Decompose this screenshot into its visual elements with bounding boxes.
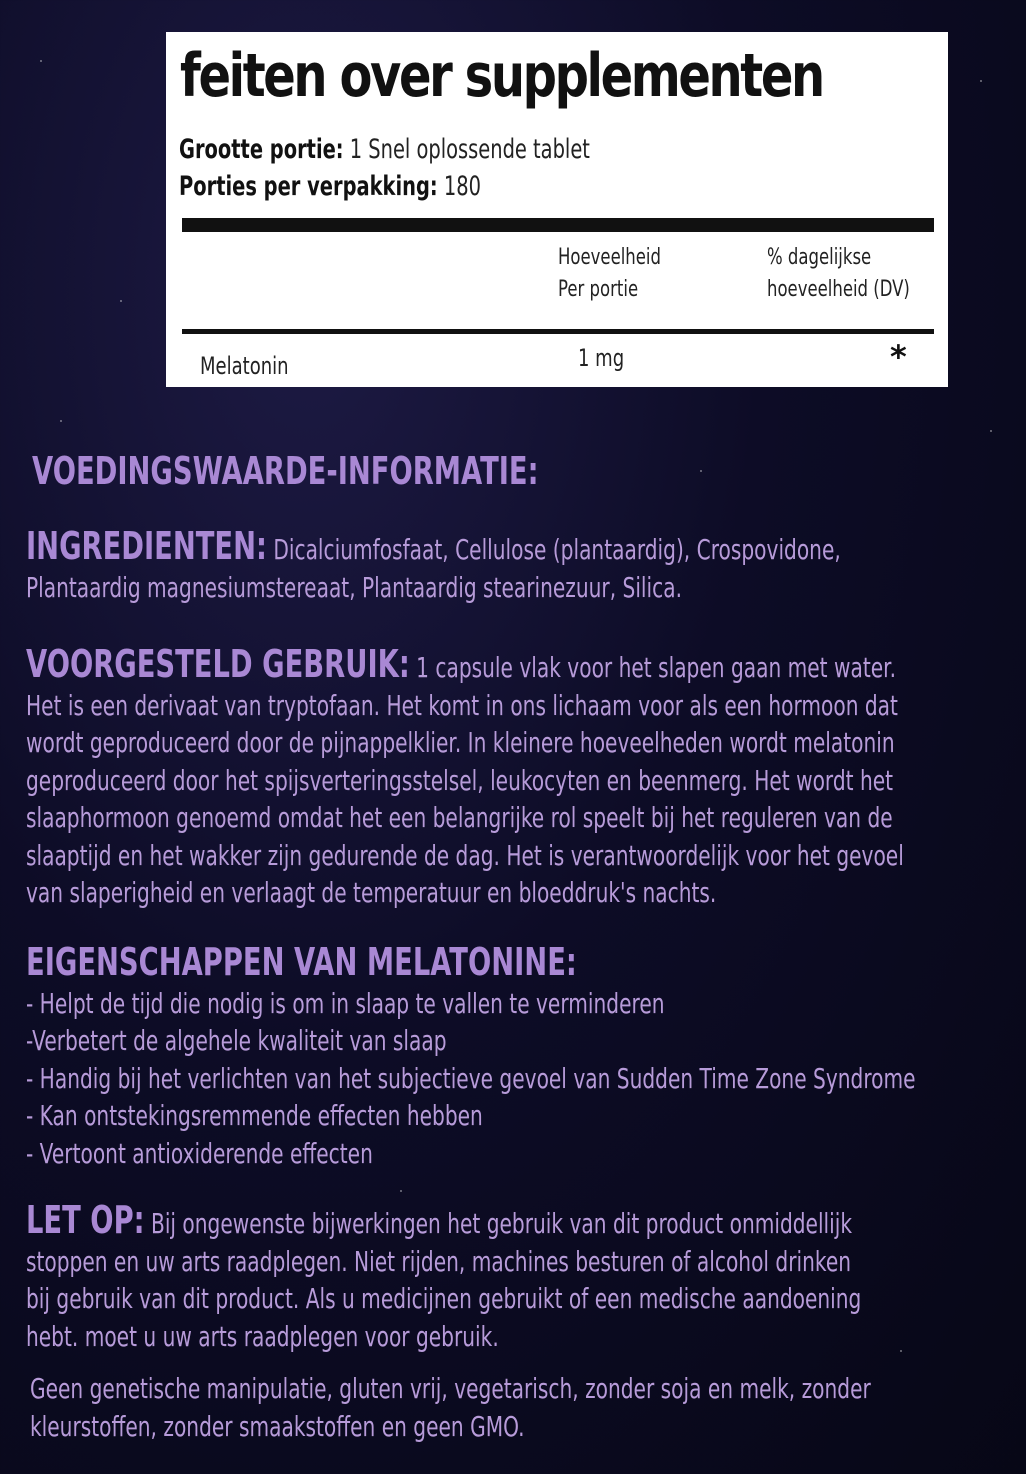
property-item: - Vertoont antioxiderende effecten: [26, 1136, 373, 1170]
nutrient-dv: *: [890, 338, 907, 376]
usage-text-line: geproduceerd door het spijsverteringsstelsel, leukocyten en beenmerg. Het wordt het: [26, 763, 894, 797]
free-from-line: kleurstoffen, zonder smaakstoffen en geen GMO.: [30, 1409, 525, 1443]
ingredients-text: Dicalciumfosfaat, Cellulose (plantaardig), Crospovidone,: [266, 533, 841, 566]
servings-label: Porties per verpakking:: [179, 171, 438, 202]
usage-section: [26, 642, 1026, 912]
header-divider: [182, 329, 934, 334]
ingredients-heading: INGREDIENTEN:: [26, 524, 267, 568]
property-item: - Helpt de tijd die nodig is om in slaap te vallen te verminderen: [26, 986, 665, 1020]
background-star: [60, 420, 62, 422]
serving-size-line: [179, 136, 590, 163]
supplement-facts-box: [166, 32, 948, 387]
property-item: -Verbetert de algehele kwaliteit van slaap: [26, 1024, 447, 1057]
usage-text-line: van slaperigheid en verlaagt de temperatuur en bloeddruk's nachts.: [26, 876, 717, 909]
warning-heading: LET OP:: [26, 1198, 145, 1242]
background-star: [40, 60, 42, 62]
properties-section: [26, 940, 1026, 1172]
serving-size-label: Grootte portie:: [179, 134, 344, 165]
nutrition-info-heading: VOEDINGSWAARDE-INFORMATIE:: [32, 449, 539, 493]
background-star: [980, 80, 982, 82]
background-star: [990, 430, 992, 432]
usage-text-line: wordt geproduceerd door de pijnappelklier. In kleinere hoeveelheden wordt melatonin: [26, 726, 895, 759]
background-star: [120, 300, 122, 302]
usage-text-line: slaaphormoon genoemd omdat het een belangrijke rol speelt bij het reguleren van de: [26, 801, 893, 834]
nutrient-name: Melatonin: [200, 352, 289, 380]
usage-heading: VOORGESTELD GEBRUIK:: [26, 642, 410, 686]
ingredients-section: [26, 524, 1026, 606]
amount-column-header: [558, 242, 661, 306]
property-item: - Handig bij het verlichten van het subjectieve gevoel van Sudden Time Zone Syndrome: [26, 1061, 916, 1095]
usage-text: 1 capsule vlak voor het slapen gaan met water.: [409, 651, 896, 684]
usage-text-line: Het is een derivaat van tryptofaan. Het komt in ons lichaam voor als een hormoon dat: [26, 688, 898, 722]
warning-text-line: bij gebruik van dit product. Als u medicijnen gebruikt of een medische aandoening: [26, 1282, 862, 1315]
background-star: [400, 1190, 402, 1192]
serving-size-value: 1 Snel oplossende tablet: [343, 134, 590, 165]
facts-title: feiten over supplementen: [180, 41, 823, 111]
usage-text-line: slaaptijd en het wakker zijn gedurende de dag. Het is verantwoordelijk voor het gevoel: [26, 838, 904, 872]
dv-column-header: [767, 242, 910, 306]
properties-heading: EIGENSCHAPPEN VAN MELATONINE:: [26, 940, 577, 984]
nutrient-amount: 1 mg: [578, 344, 625, 372]
warning-text: Bij ongewenste bijwerkingen het gebruik van dit product onmiddellijk: [144, 1207, 853, 1240]
ingredients-text-line: Plantaardig magnesiumstereaat, Plantaardig stearinezuur, Silica.: [26, 570, 682, 604]
warning-text-line: stoppen en uw arts raadplegen. Niet rijden, machines besturen of alcohol drinken: [26, 1244, 852, 1278]
thick-divider: [182, 218, 934, 232]
warning-text-line: hebt. moet u uw arts raadplegen voor gebruik.: [26, 1319, 499, 1353]
free-from-line: Geen genetische manipulatie, gluten vrij, vegetarisch, zonder soja en melk, zonder: [30, 1372, 871, 1405]
warning-section: [26, 1198, 1026, 1355]
dv-header-line2: hoeveelheid (DV): [767, 277, 910, 302]
amount-header-line2: Per portie: [558, 277, 639, 302]
property-item: - Kan ontstekingsremmende effecten hebben: [26, 1099, 483, 1132]
background-star: [700, 470, 702, 472]
dv-header-line1: % dagelijkse: [767, 245, 872, 270]
servings-value: 180: [437, 171, 481, 202]
servings-per-container-line: [179, 173, 481, 200]
amount-header-line1: Hoeveelheid: [558, 245, 661, 270]
free-from-section: [30, 1370, 1026, 1445]
